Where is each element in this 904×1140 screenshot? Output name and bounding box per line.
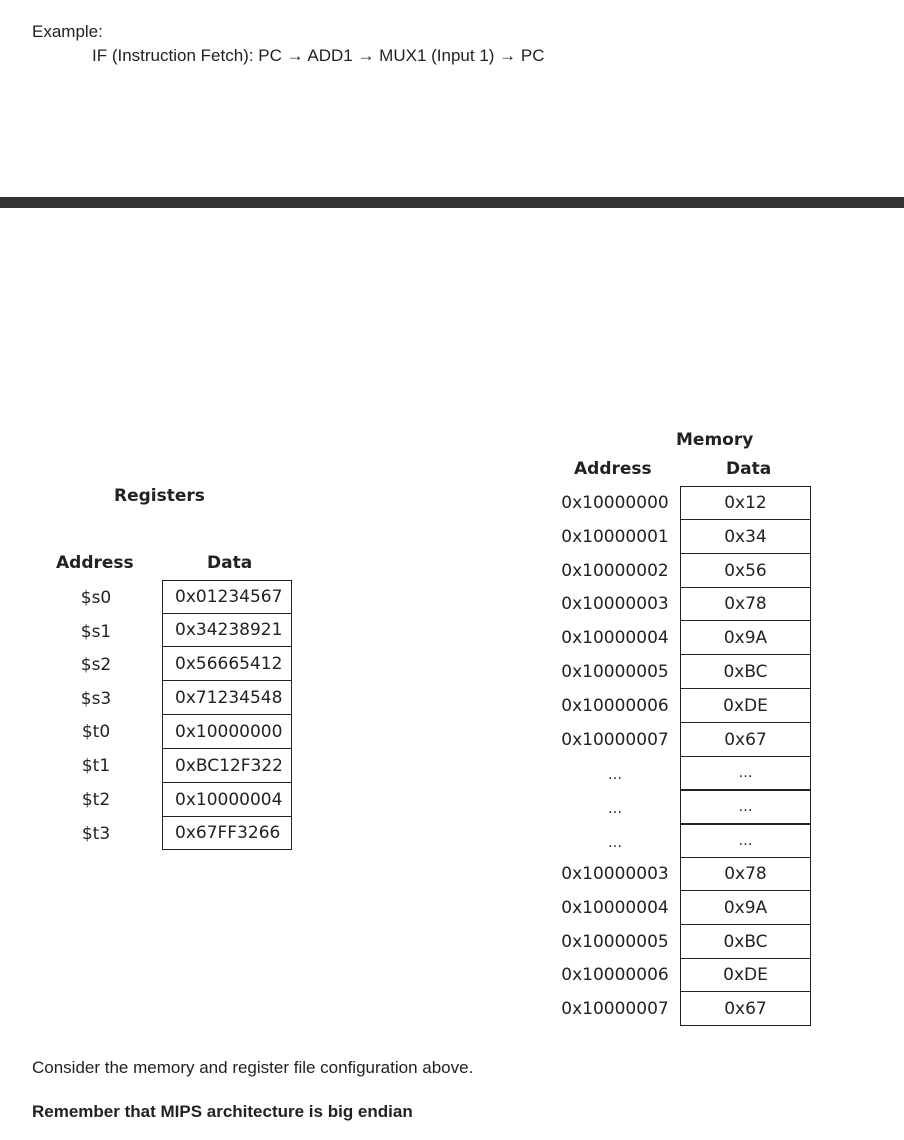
memory-data: 0x12 (680, 486, 811, 520)
memory-data: 0xDE (680, 689, 811, 723)
memory-data: 0x9A (680, 621, 811, 655)
register-name: $s1 (80, 622, 112, 642)
memory-data-ellipsis: … (680, 824, 811, 858)
register-value: 0x10000004 (162, 783, 292, 817)
memory-address: 0x10000005 (561, 662, 669, 682)
memory-data-header: Data (726, 459, 772, 479)
example-pipeline-line: IF (Instruction Fetch): PC → ADD1 → MUX1 (Input 1) → PC (92, 46, 545, 65)
register-name: $t0 (81, 722, 111, 742)
remember-text: Remember that MIPS architecture is big endian (32, 1102, 413, 1121)
memory-data: 0x56 (680, 554, 811, 588)
register-name: $t1 (81, 756, 111, 776)
registers-address-header: Address (56, 553, 134, 573)
register-value: 0x56665412 (162, 647, 292, 681)
memory-data: 0xBC (680, 925, 811, 959)
memory-data-ellipsis: … (680, 790, 811, 824)
memory-address-ellipsis: … (608, 767, 622, 783)
section-divider (0, 197, 904, 208)
memory-address: 0x10000000 (561, 493, 669, 513)
register-name: $t2 (81, 790, 111, 810)
register-name: $s2 (80, 655, 112, 675)
memory-address: 0x10000003 (561, 864, 669, 884)
register-value: 0x10000000 (162, 715, 292, 749)
memory-data: 0x34 (680, 520, 811, 554)
register-value: 0x34238921 (162, 614, 292, 647)
memory-address: 0x10000007 (561, 730, 669, 750)
register-name: $s0 (80, 588, 112, 608)
memory-data: 0x78 (680, 857, 811, 891)
memory-address: 0x10000002 (561, 561, 669, 581)
memory-address: 0x10000004 (561, 898, 669, 918)
register-value: 0x67FF3266 (162, 817, 292, 850)
memory-address-ellipsis: … (608, 801, 622, 817)
memory-address: 0x10000006 (561, 696, 669, 716)
memory-address: 0x10000003 (561, 594, 669, 614)
consider-text: Consider the memory and register file configuration above. (32, 1058, 474, 1077)
register-value: 0xBC12F322 (162, 749, 292, 783)
registers-title: Registers (114, 486, 205, 506)
register-name: $s3 (80, 689, 112, 709)
register-value: 0x71234548 (162, 681, 292, 715)
memory-data: 0x9A (680, 891, 811, 925)
memory-address-ellipsis: … (608, 835, 622, 851)
memory-address: 0x10000006 (561, 965, 669, 985)
memory-address-header: Address (574, 459, 652, 479)
memory-address: 0x10000005 (561, 932, 669, 952)
registers-data-header: Data (207, 553, 253, 573)
memory-data: 0xBC (680, 655, 811, 689)
register-value: 0x01234567 (162, 580, 292, 614)
memory-address: 0x10000001 (561, 527, 669, 547)
memory-address: 0x10000007 (561, 999, 669, 1019)
memory-data: 0x78 (680, 588, 811, 621)
memory-address: 0x10000004 (561, 628, 669, 648)
example-label: Example: (32, 22, 103, 41)
memory-data-ellipsis: … (680, 757, 811, 790)
register-name: $t3 (81, 824, 111, 844)
memory-data: 0x67 (680, 992, 811, 1026)
memory-title: Memory (676, 430, 754, 450)
memory-data: 0xDE (680, 959, 811, 992)
memory-data: 0x67 (680, 723, 811, 757)
